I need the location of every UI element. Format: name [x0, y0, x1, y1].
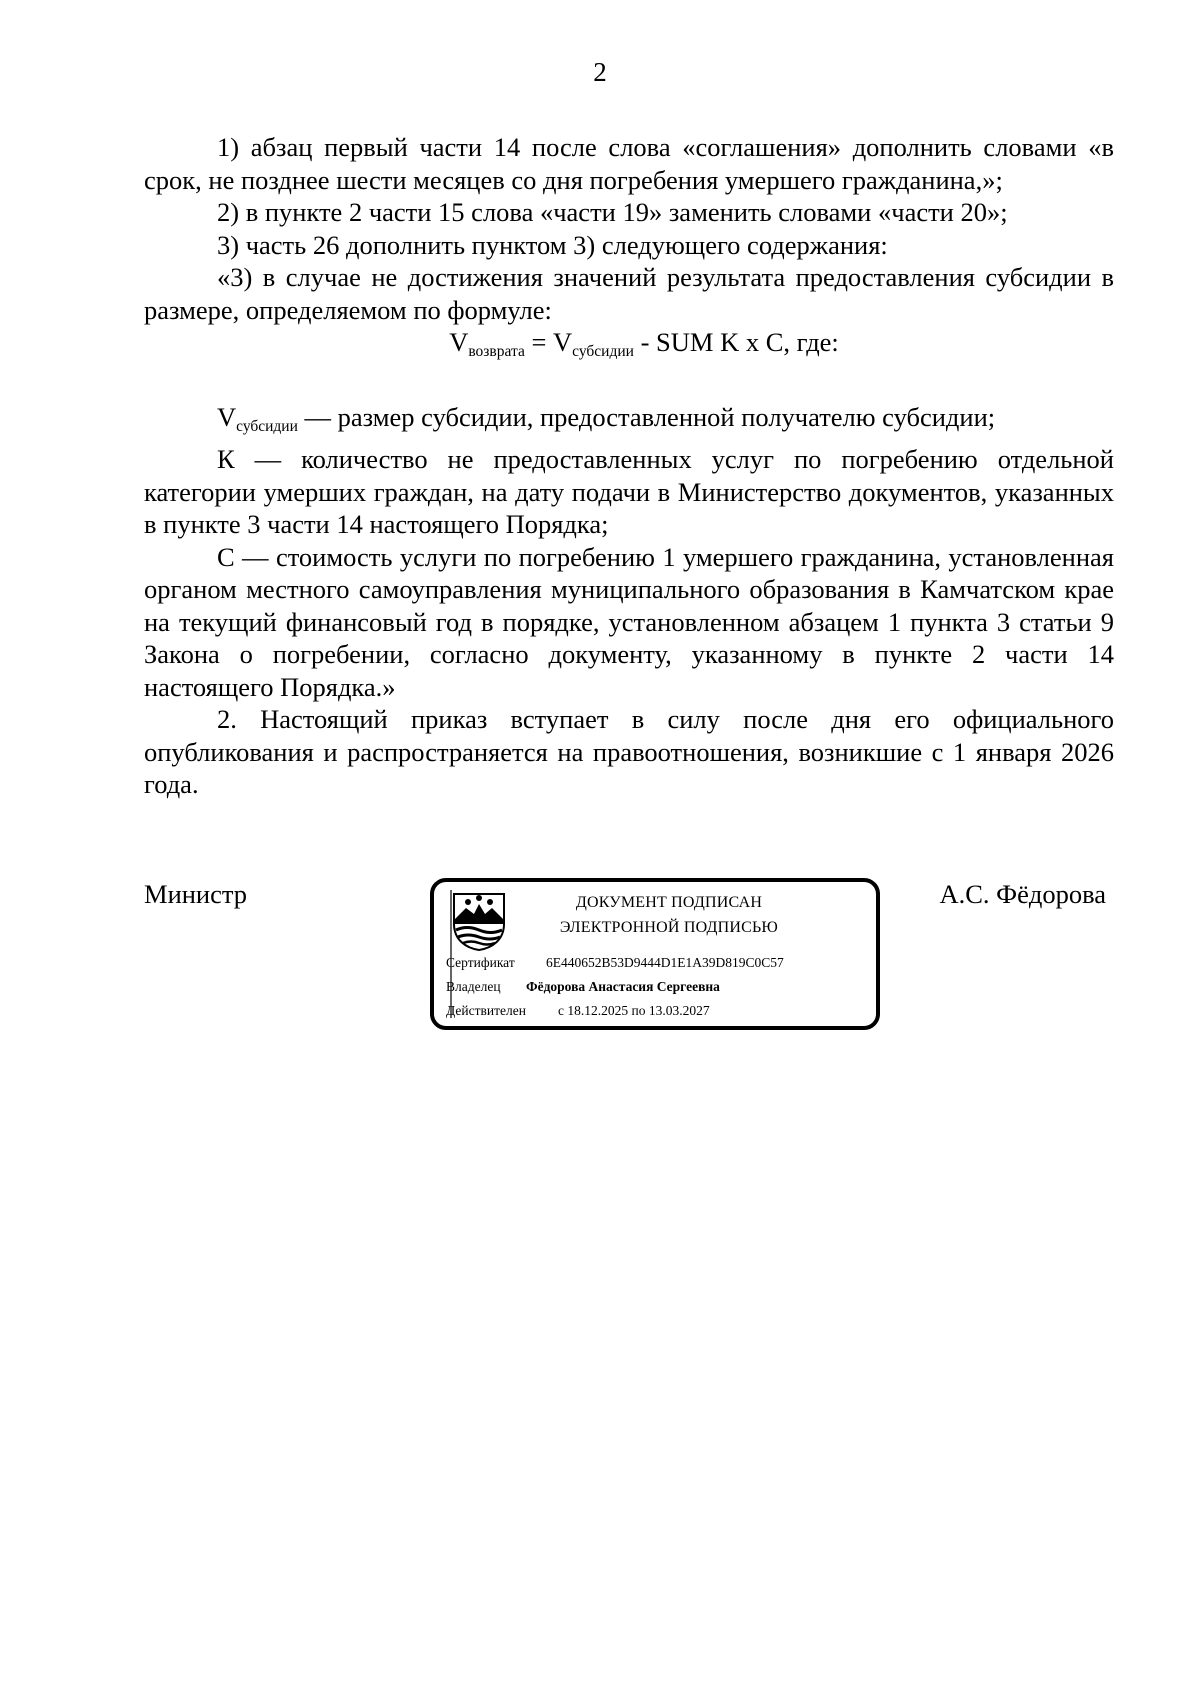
- stamp-owner-label: Владелец: [446, 979, 501, 994]
- stamp-owner-value: Фёдорова Анастасия Сергеевна: [526, 979, 720, 994]
- amendment-paragraph-4: «3) в случае не достижения значений результата предоставления субсидии в размере, определяемом по формуле:: [144, 262, 1114, 325]
- stamp-certificate-row: [446, 954, 784, 972]
- amendment-paragraph-3: 3) часть 26 дополнить пунктом 3) следующего содержания:: [217, 229, 888, 260]
- kamchatka-coat-of-arms-icon: [448, 890, 510, 952]
- definition-v-sub: субсидии: [236, 417, 298, 435]
- formula-v-subsidy: V: [553, 327, 573, 357]
- definition-c: С — стоимость услуги по погребению 1 умершего гражданина, установленная органом местного самоуправления муниципального образования в Камчатском крае на текущий финансовый год в порядке, установленном абзацем 1 пункта 3 статьи 9 Закона о погребении, согласно документу, указанному в пункте 2 части 14 настоящего Порядка.»: [144, 541, 1114, 702]
- definition-v-text: — размер субсидии, предоставленной получателю субсидии;: [297, 401, 996, 432]
- stamp-header: [534, 890, 804, 940]
- electronic-signature-stamp: [430, 878, 880, 1030]
- stamp-header-line-1: ДОКУМЕНТ ПОДПИСАН: [575, 894, 763, 911]
- amendment-paragraph-1: 1) абзац первый части 14 после слова «соглашения» дополнить словами «в срок, не позднее шести месяцев со дня погребения умершего гражданина,»;: [144, 132, 1114, 195]
- stamp-validity-value: с 18.12.2025 по 13.03.2027: [558, 1003, 710, 1018]
- stamp-validity-row: [446, 1002, 710, 1020]
- formula-sub-refund: возврата: [468, 343, 525, 360]
- stamp-owner-row: [446, 978, 720, 996]
- refund-formula: [144, 326, 1114, 369]
- stamp-certificate-label: Сертификат: [446, 955, 515, 970]
- formula-v-refund: V: [449, 327, 469, 357]
- amendment-paragraph-2: 2) в пункте 2 части 15 слова «части 19» заменить словами «части 20»;: [217, 197, 1008, 227]
- definition-v-symbol: V: [217, 401, 237, 432]
- signature-block: [144, 878, 1114, 1048]
- stamp-certificate-value: 6E440652B53D9444D1E1A39D819C0C57: [546, 955, 784, 970]
- stamp-validity-label: Действителен: [446, 1003, 526, 1018]
- signatory-name: А.С. Фёдорова: [939, 879, 1106, 909]
- formula-rest: - SUM K x C, где:: [633, 327, 839, 357]
- final-paragraph: 2. Настоящий приказ вступает в силу после дня его официального опубликования и распространяется на правоотношения, возникшие с 1 января 2026 года.: [144, 704, 1114, 799]
- formula-sub-subsidy: субсидии: [572, 343, 634, 360]
- definition-v: [144, 401, 1114, 444]
- definition-k: К — количество не предоставленных услуг по погребению отдельной категории умерших граждан, на дату подачи в Министерство документов, указанных в пункте 3 части 14 настоящего Порядка;: [144, 444, 1114, 539]
- signatory-position: Министр: [144, 879, 248, 909]
- document-body: [144, 131, 1114, 801]
- stamp-header-line-2: ЭЛЕКТРОННОЙ ПОДПИСЬЮ: [559, 919, 779, 936]
- formula-equals: =: [524, 327, 554, 357]
- page-number: 2: [593, 57, 607, 87]
